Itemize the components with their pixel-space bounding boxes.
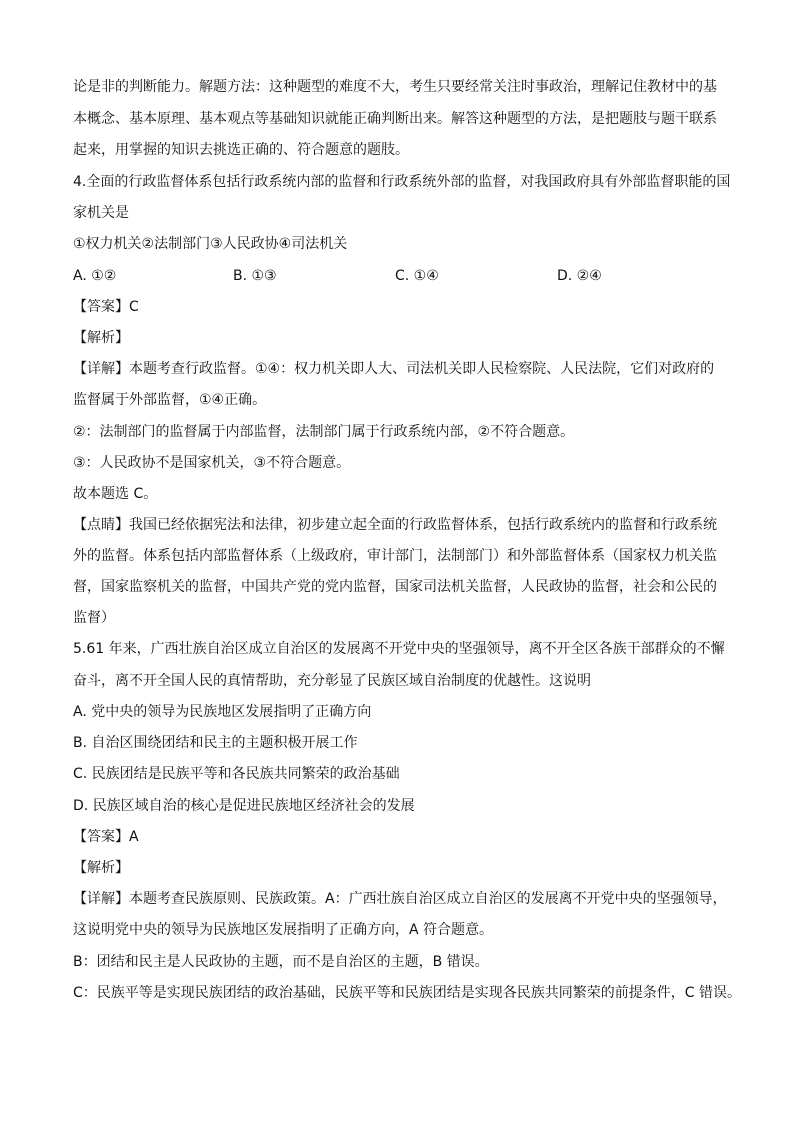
- q4-detail-line-5: 故本题选 C。: [73, 486, 158, 502]
- q4-tips-line-1: 【点睛】我国已经依据宪法和法律，初步建立起全面的行政监督体系，包括行政系统内的监督和行政系统: [73, 517, 717, 533]
- q5-option-d: D. 民族区域自治的核心是促进民族地区经济社会的发展: [73, 798, 415, 814]
- q4-option-c: C. ①④: [395, 268, 439, 284]
- q5-detail-line-4: C：民族平等是实现民族团结的政治基础，民族平等和民族团结是实现各民族共同繁荣的前提条件，C 错误。: [73, 985, 741, 1001]
- q5-stem-line-1: 5.61 年来，广西壮族自治区成立自治区的发展离不开党中央的坚强领导，离不开全区各族干部群众的不懈: [73, 641, 725, 657]
- q5-answer: 【答案】A: [73, 829, 139, 845]
- q4-tips-line-3: 督，国家监察机关的监督，中国共产党的党内监督，国家司法机关监督，人民政协的监督，社会和公民的: [73, 579, 717, 595]
- q5-option-c: C. 民族团结是民族平等和各民族共同繁荣的政治基础: [73, 766, 400, 782]
- q4-tips-line-4: 监督）: [73, 610, 115, 626]
- q5-detail-line-2: 这说明党中央的领导为民族地区发展指明了正确方向，A 符合题意。: [73, 922, 494, 938]
- q5-stem-line-2: 奋斗，离不开全国人民的真情帮助，充分彰显了民族区域自治制度的优越性。这说明: [73, 673, 591, 689]
- q4-items: ①权力机关②法制部门③人民政协④司法机关: [73, 236, 348, 252]
- q5-option-a: A. 党中央的领导为民族地区发展指明了正确方向: [73, 704, 372, 720]
- q4-analysis-label: 【解析】: [73, 330, 129, 346]
- q4-option-a: A. ①②: [73, 268, 117, 284]
- q4-detail-line-1: 【详解】本题考查行政监督。①④：权力机关即人大、司法机关即人民检察院、人民法院，它们对政府的: [73, 361, 715, 377]
- q4-option-d: D. ②④: [557, 268, 602, 284]
- q4-detail-line-4: ③：人民政协不是国家机关，③不符合题意。: [73, 455, 351, 471]
- q4-stem-line-2: 家机关是: [73, 205, 129, 221]
- intro-line-2: 本概念、基本原理、基本观点等基础知识就能正确判断出来。解答这种题型的方法，是把题肢与题干联系: [73, 111, 717, 127]
- q4-stem-line-1: 4.全面的行政监督体系包括行政系统内部的监督和行政系统外部的监督，对我国政府具有外部监督职能的国: [73, 174, 731, 190]
- q4-option-b: B. ①③: [233, 268, 277, 284]
- q5-detail-line-3: B：团结和民主是人民政协的主题，而不是自治区的主题，B 错误。: [73, 954, 489, 970]
- q4-answer: 【答案】C: [73, 299, 139, 315]
- q5-analysis-label: 【解析】: [73, 860, 129, 876]
- q4-tips-line-2: 外的监督。体系包括内部监督体系（上级政府，审计部门，法制部门）和外部监督体系（国家权力机关监: [73, 548, 717, 564]
- q4-detail-line-3: ②：法制部门的监督属于内部监督，法制部门属于行政系统内部，②不符合题意。: [73, 424, 575, 440]
- q5-option-b: B. 自治区围绕团结和民主的主题积极开展工作: [73, 735, 358, 751]
- intro-line-1: 论是非的判断能力。解题方法：这种题型的难度不大，考生只要经常关注时事政治，理解记住教材中的基: [73, 79, 717, 95]
- q5-detail-line-1: 【详解】本题考查民族原则、民族政策。A：广西壮族自治区成立自治区的发展离不开党中央的坚强领导，: [73, 891, 727, 907]
- intro-line-3: 起来，用掌握的知识去挑选正确的、符合题意的题肢。: [73, 142, 409, 158]
- q4-detail-line-2: 监督属于外部监督，①④正确。: [73, 392, 267, 408]
